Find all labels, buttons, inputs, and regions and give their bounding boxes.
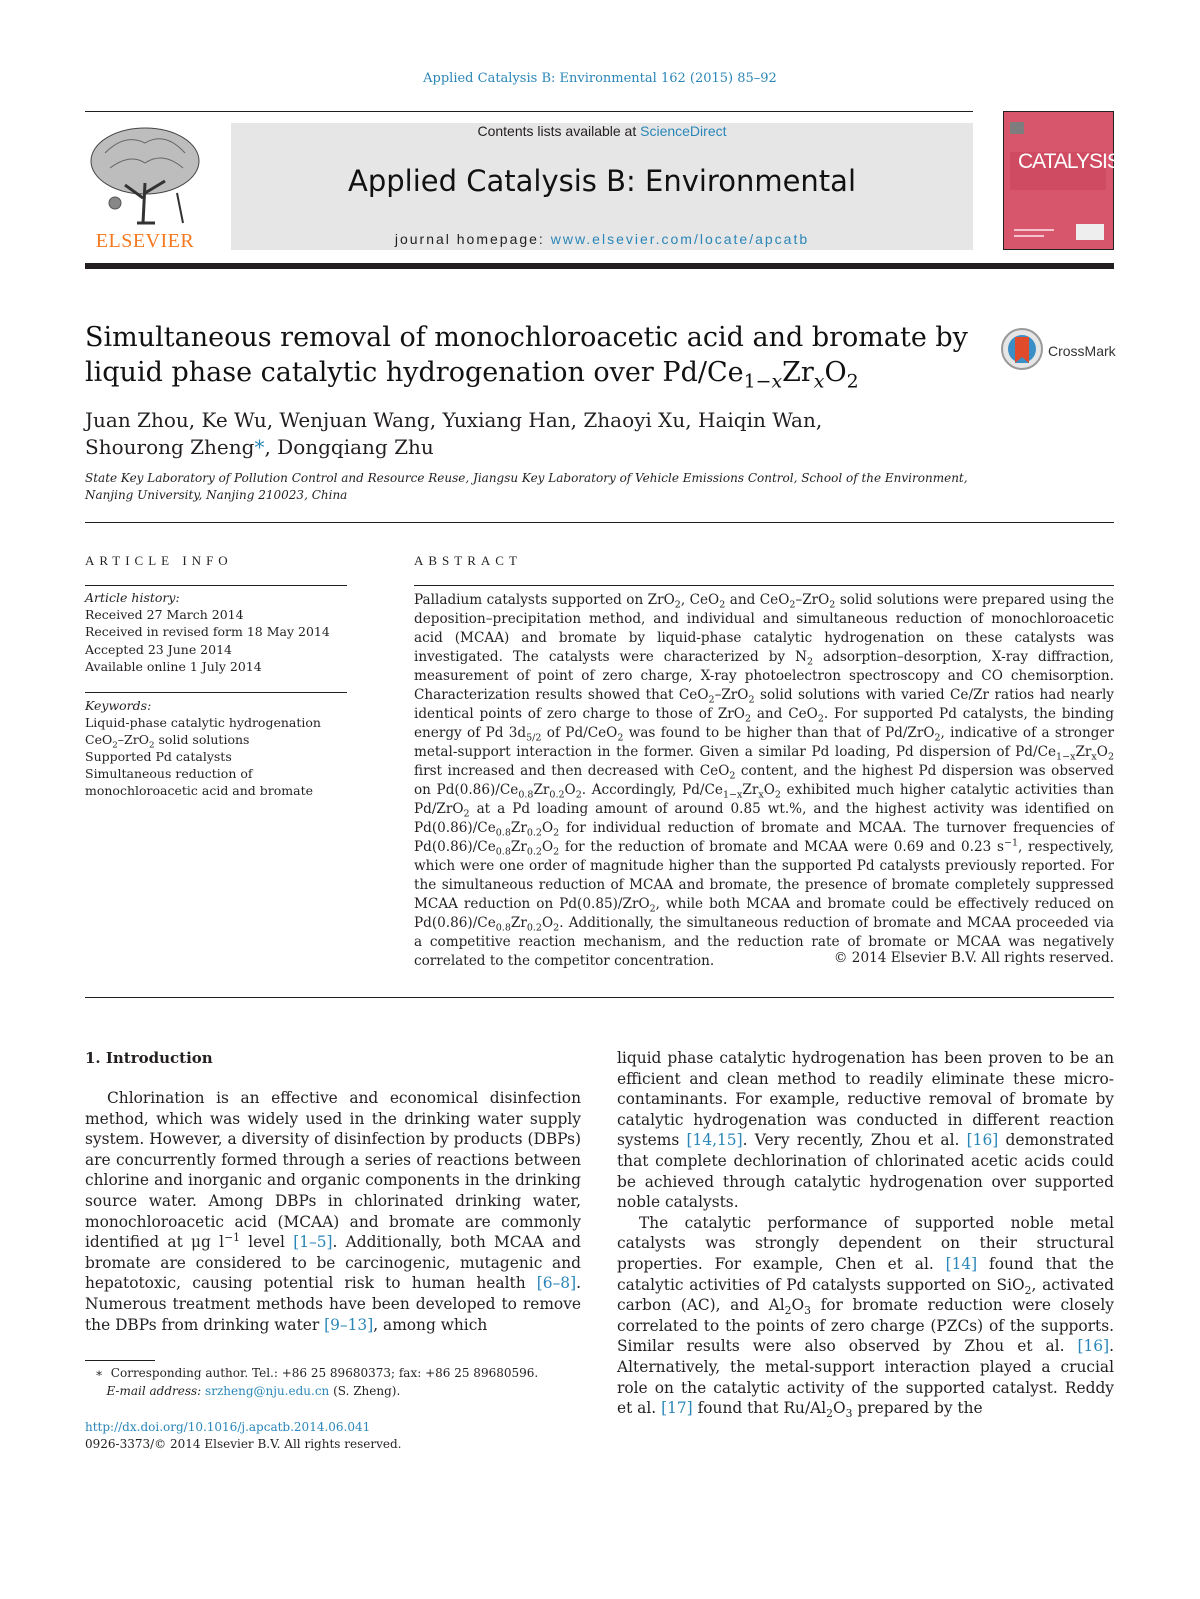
paragraph: Chlorination is an effective and economical disinfection method, which was widely used in the drinking water supply system. However, a diversity of disinfection by products (DBPs) are concurrently formed through a series of reactions between chlorine and inorganic and organic components in the drinking source water. Among DBPs in chlorinated drinking water, monochloroacetic acid (MCAA) and bromate are commonly identified at μg $l^{-1}$ level [1–5]. Additionally, both MCAA and bromate are considered to be carcinogenic, mutagenic and hepatotoxic, causing potential risk to human health [6–8]. Numerous treatment methods have been developed to remove the DBPs from drinking water [9–13], among which [85,1089,581,1334]
homepage-link[interactable]: www.elsevier.com/locate/apcatb [550,231,810,247]
body-rule [85,997,1114,998]
header-rule [85,111,973,112]
authors-line-1: Juan Zhou, Ke Wu, Wenjuan Wang, Yuxiang Han, Zhaoyi Xu, Haiqin Wan, [85,408,823,432]
keyword-item: Supported Pd catalysts [85,749,232,764]
elsevier-wordmark: ELSEVIER [95,230,195,252]
reference-link[interactable]: [1–5] [293,1233,333,1252]
journal-cover-thumbnail [1003,111,1114,250]
article-info-heading: ARTICLE INFO [85,553,233,568]
crossmark-icon[interactable] [1000,327,1044,375]
corresponding-author-footnote [95,1365,595,1400]
body-column-right [617,1048,1114,1419]
crossmark-label[interactable]: CrossMark [1048,343,1116,359]
body-column-left [85,1088,581,1335]
abstract-rule [414,585,1114,586]
keywords-rule [85,692,347,693]
cover-title: CATALYSIS [1018,150,1120,173]
issn-copyright: 0926-3373/© 2014 Elsevier B.V. All rights reserved. [85,1437,402,1451]
reference-link[interactable]: [9–13] [324,1315,374,1334]
history-label: Article history: [85,590,180,605]
sciencedirect-link[interactable]: ScienceDirect [640,123,727,139]
doi-link[interactable]: http://dx.doi.org/10.1016/j.apcatb.2014.06.041 [85,1420,371,1434]
title-line-2: liquid phase catalytic hydrogenation over $Pd/Ce_{1-x}Zr_xO_2$ [85,357,859,393]
journal-citation[interactable]: Applied Catalysis B: Environmental 162 (2015) 85–92 [423,71,777,86]
contents-line [231,123,973,139]
authors-line-2: Shourong Zheng*, Dongqiang Zhu [85,435,434,459]
author-list [85,407,965,461]
journal-homepage-line [231,231,973,247]
paragraph: The catalytic performance of supported noble metal catalysts was strongly dependent on their structural properties. For example, Chen et al. [14] found that the catalytic activities of Pd catalysts supported on SiO$_2$, activated carbon (AC), and $Al_2O_3$ for bromate reduction were closely correlated to the points of zero charge (PZCs) of the supports. Similar results were also observed by Zhou et al. [16]. Alternatively, the metal-support interaction played a crucial role on the catalytic activity of the supported catalyst. Reddy et al. [17] found that $Ru/Al_2O_3$ prepared by the [617,1213,1114,1421]
abstract-copyright: © 2014 Elsevier B.V. All rights reserved. [833,950,1114,966]
history-item: Received 27 March 2014 [85,607,244,623]
keyword-item: Simultaneous reduction of [85,766,253,781]
keyword-item: Liquid-phase catalytic hydrogenation [85,715,321,730]
keywords-label: Keywords: [85,698,152,713]
homepage-prefix: journal homepage: [394,231,551,247]
reference-link[interactable]: [6–8] [536,1274,577,1293]
corresponding-author-marker[interactable]: * [254,435,265,459]
affiliation-rule [85,522,1114,523]
journal-title: Applied Catalysis B: Environmental [348,164,856,198]
reference-link[interactable]: [14,15] [686,1131,743,1150]
reference-link[interactable]: [17] [661,1399,693,1418]
keyword-item: CeO$_2$–ZrO$_2$ solid solutions [85,732,250,751]
keywords-list [85,697,321,799]
reference-link[interactable]: [16] [1077,1337,1110,1356]
reference-link[interactable]: [14] [945,1254,978,1273]
affiliation: State Key Laboratory of Pollution Control and Resource Reuse, Jiangsu Key Laboratory of Vehicle Emissions Control, School of the Environment, Nanjing University, Nanjing 210023, China [85,471,968,502]
doi-block [85,1419,401,1453]
footnote-email: E-mail address: srzheng@nju.edu.cn (S. Zheng). [106,1383,401,1398]
history-item: Available online 1 July 2014 [85,658,262,674]
section-heading-introduction: 1. Introduction [85,1049,213,1067]
history-item: Accepted 23 June 2014 [85,641,232,657]
title-line-1: Simultaneous removal of monochloroacetic acid and bromate by [85,322,968,353]
reference-link[interactable]: [16] [966,1131,999,1150]
contents-prefix: Contents lists available at [477,123,641,139]
paragraph: liquid phase catalytic hydrogenation has been proven to be an efficient and clean method to readily eliminate these micro-contaminants. For example, reductive removal of bromate by catalytic hydrogenation was conducted in different reaction systems [14,15]. Very recently, Zhou et al. [16] demonstrated that complete dechlorination of chlorinated acetic acids could be achieved through catalytic hydrogenation over supported noble catalysts. [617,1049,1115,1212]
article-info-rule [85,585,347,586]
article-title [85,320,985,393]
article-history [85,589,330,675]
footnote-rule [85,1360,155,1361]
email-link[interactable]: srzheng@nju.edu.cn [205,1383,330,1398]
abstract-text: Palladium catalysts supported on ZrO$_2$, CeO$_2$ and CeO$_2$–ZrO$_2$ solid solutions were prepared using the deposition–precipitation method, and individual and simultaneous reduction of monochloroacetic acid (MCAA) and bromate by liquid-phase catalytic hydrogenation on these catalysts was investigated. The catalysts were characterized by $N_2$ adsorption–desorption, X-ray diffraction, measurement of point of zero charge, X-ray photoelectron spectroscopy and CO chemisorption. Characterization results showed that CeO$_2$–ZrO$_2$ solid solutions with varied Ce/Zr ratios had nearly identical points of zero charge to those of ZrO$_2$ and CeO$_2$. For supported Pd catalysts, the binding energy of Pd $3d_{5/2}$ of Pd/CeO$_2$ was found to be higher than that of Pd/ZrO$_2$, indicative of a stronger metal-support interaction in the former. Given a similar Pd loading, Pd dispersion of $Pd/Ce_{1-x}Zr_xO_2$ first increased and then decreased with CeO$_2$ content, and the highest Pd dispersion was observed on $Pd(0.86)/Ce_{0.8}Zr_{0.2}O_2$. Accordingly, $Pd/Ce_{1-x}Zr_xO_2$ exhibited much higher catalytic activities than Pd/ZrO$_2$ at a Pd loading amount of around 0.85 wt.%, and the highest activity was identified on $Pd(0.86)/Ce_{0.8}Zr_{0.2}O_2$ for individual reduction of bromate and MCAA. The turnover frequencies of $Pd(0.86)/Ce_{0.8}Zr_{0.2}O_2$ for the reduction of bromate and MCAA were 0.69 and 0.23 $s^{-1}$, respectively, which were one order of magnitude higher than the supported Pd catalysts previously reported. For the simultaneous reduction of MCAA and bromate, the presence of bromate completely suppressed MCAA reduction on Pd(0.85)/ZrO$_2$, while both MCAA and bromate could be effectively reduced on $Pd(0.86)/Ce_{0.8}Zr_{0.2}O_2$. Additionally, the simultaneous reduction of bromate and MCAA proceeded via a competitive reaction mechanism, and the reduction rate of bromate or MCAA was negatively correlated to the competitor concentration. [414,592,1115,969]
keyword-item: monochloroacetic acid and bromate [85,783,314,798]
header-thick-rule [85,263,1114,269]
abstract-heading: ABSTRACT [414,553,522,568]
history-item: Received in revised form 18 May 2014 [85,624,330,640]
footnote-contact: ∗ Corresponding author. Tel.: +86 25 89680373; fax: +86 25 89680596. [95,1366,539,1380]
